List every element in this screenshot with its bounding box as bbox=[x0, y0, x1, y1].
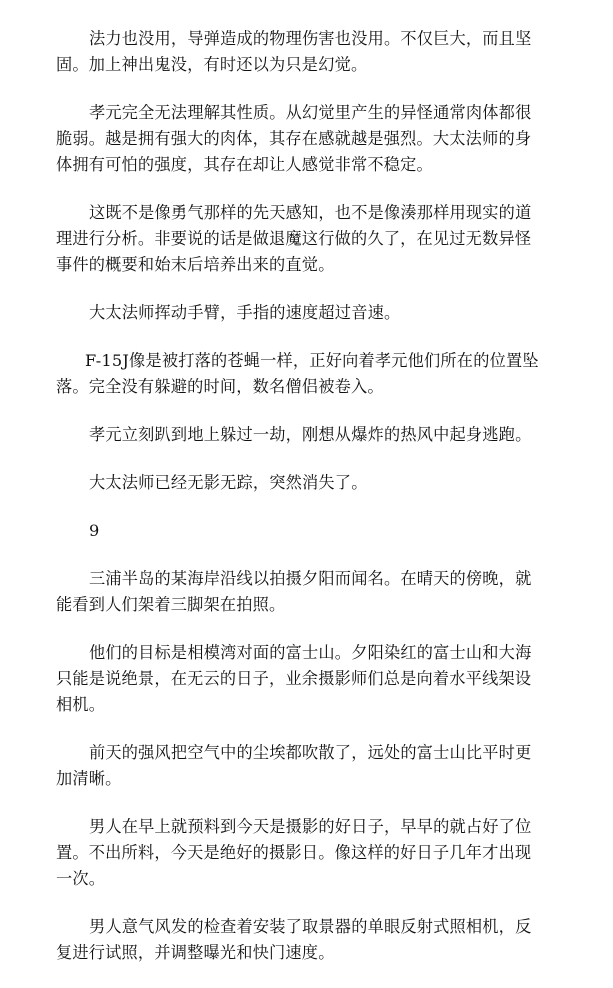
text-line: 前天的强风把空气中的尘埃都吹散了，远处的富士山比平时更 bbox=[89, 743, 532, 762]
paragraph bbox=[56, 740, 559, 792]
document-body bbox=[56, 26, 559, 988]
text-line: 体拥有可怕的强度，其存在却让人感觉非常不稳定。 bbox=[56, 155, 433, 174]
text-line: 大太法师挥动手臂，手指的速度超过音速。 bbox=[89, 303, 401, 322]
paragraph bbox=[89, 300, 559, 326]
text-line: 加清晰。 bbox=[56, 769, 122, 788]
text-line: 相机。 bbox=[56, 695, 106, 714]
paragraph bbox=[56, 200, 559, 278]
text-line: 落。完全没有躲避的时间，数名僧侣被卷入。 bbox=[56, 377, 384, 396]
text-line: 复进行试照，并调整曝光和快门速度。 bbox=[56, 943, 335, 962]
text-line: 大太法师已经无影无踪，突然消失了。 bbox=[89, 473, 368, 492]
text-line: 事件的概要和始末后培养出来的直觉。 bbox=[56, 255, 335, 274]
paragraph bbox=[89, 470, 559, 496]
paragraph bbox=[56, 914, 559, 966]
text-line: 脆弱。越是拥有强大的肉体，其存在感就越是强烈。大太法师的身 bbox=[56, 129, 532, 148]
paragraph bbox=[56, 814, 559, 892]
text-line: 只能是说绝景，在无云的日子，业余摄影师们总是向着水平线架设 bbox=[56, 669, 532, 688]
text-line: 三浦半岛的某海岸沿线以拍摄夕阳而闻名。在晴天的傍晚，就 bbox=[89, 569, 532, 588]
text-line: 这既不是像勇气那样的先天感知，也不是像湊那样用现实的道 bbox=[89, 203, 532, 222]
text-line: 能看到人们架着三脚架在拍照。 bbox=[56, 595, 286, 614]
text-line: 法力也没用，导弹造成的物理伤害也没用。不仅巨大，而且坚 bbox=[89, 29, 532, 48]
text-line: 孝元完全无法理解其性质。从幻觉里产生的异怪通常肉体都很 bbox=[89, 103, 532, 122]
paragraph bbox=[56, 640, 559, 718]
chapter-number: 9 bbox=[89, 521, 100, 540]
text-line: 一次。 bbox=[56, 869, 106, 888]
paragraph bbox=[56, 100, 559, 178]
text-line: 理进行分析。非要说的话是做退魔这行做的久了，在见过无数异怪 bbox=[56, 229, 532, 248]
paragraph bbox=[56, 566, 559, 618]
text-line: F-15J像是被打落的苍蝇一样，正好向着孝元他们所在的位置坠 bbox=[85, 351, 539, 370]
text-line: 置。不出所料，今天是绝好的摄影日。像这样的好日子几年才出现 bbox=[56, 843, 532, 862]
text-line: 他们的目标是相模湾对面的富士山。夕阳染红的富士山和大海 bbox=[89, 643, 532, 662]
text-line: 男人意气风发的检查着安装了取景器的单眼反射式照相机，反 bbox=[89, 917, 532, 936]
paragraph bbox=[56, 26, 559, 78]
paragraph bbox=[89, 422, 559, 448]
text-line: 男人在早上就预料到今天是摄影的好日子，早早的就占好了位 bbox=[89, 817, 532, 836]
text-line: 孝元立刻趴到地上躲过一劫，刚想从爆炸的热风中起身逃跑。 bbox=[89, 425, 532, 444]
paragraph bbox=[56, 348, 559, 400]
text-line: 固。加上神出鬼没，有时还以为只是幻觉。 bbox=[56, 55, 368, 74]
